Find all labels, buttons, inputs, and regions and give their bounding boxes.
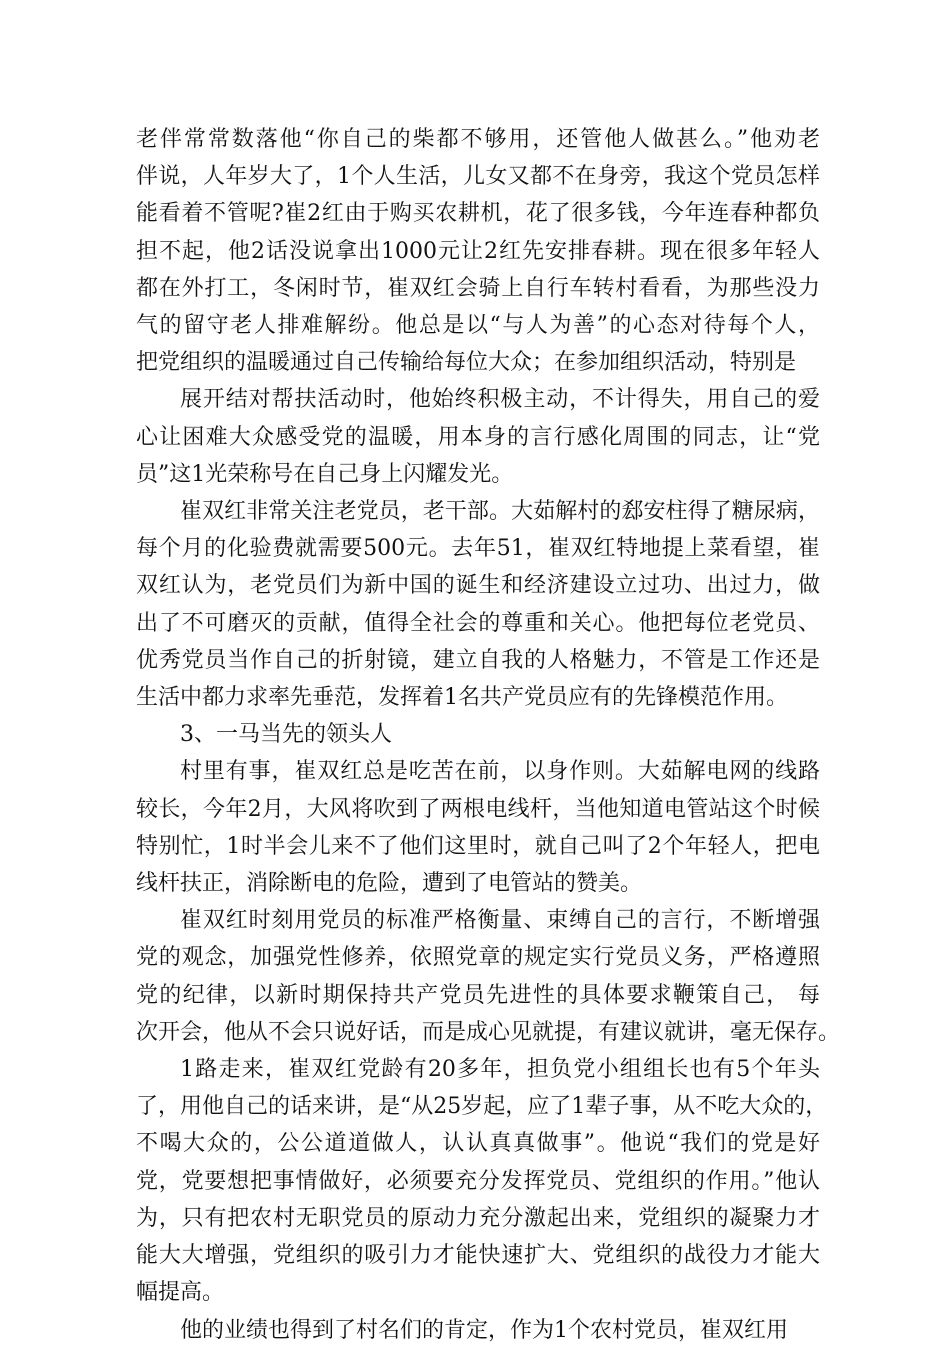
- text-line: 1路走来，崔双红党龄有20多年，担负党小组组长也有5个年头: [180, 1057, 820, 1083]
- text-line: 员”这1光荣称号在自己身上闪耀发光。: [136, 461, 514, 487]
- text-line: 不喝大众的，公公道道做人，认认真真做事”。他说“我们的党是好: [136, 1131, 820, 1157]
- text-line: 把党组织的温暖通过自己传输给每位大众；在参加组织活动，特别是: [136, 350, 797, 376]
- text-line: 心让困难大众感受党的温暖，用本身的言行感化周围的同志，让“党: [136, 424, 820, 450]
- text-line: 党，党要想把事情做好，必须要充分发挥党员、党组织的作用。”他认: [136, 1168, 820, 1194]
- text-line: 生活中都力求率先垂范，发挥着1名共产党员应有的先锋模范作用。: [136, 685, 788, 711]
- paragraph: [136, 902, 841, 1051]
- text-line: 较长，今年2月，大风将吹到了两根电线杆，当他知道电管站这个时候: [136, 796, 820, 822]
- text-line: 担不起，他2话没说拿出1000元让2红先安排春耕。现在很多年轻人: [136, 238, 820, 264]
- text-line: 次开会，他从不会只说好话，而是成心见就提，有建议就讲，毫无保存。: [136, 1019, 841, 1045]
- text-line: 党的观念，加强党性修养，依照党章的规定实行党员义务，严格遵照: [136, 945, 820, 971]
- text-line: 村里有事，崔双红总是吃苦在前，以身作则。大茹解电网的线路: [180, 759, 820, 785]
- text-line: 特别忙，1时半会儿来不了他们这里时，就自己叫了2个年轻人，把电: [136, 833, 820, 859]
- paragraph: [136, 381, 820, 493]
- text-line: 了，用他自己的话来讲，是“从25岁起，应了1辈子事，从不吃大众的，: [136, 1094, 828, 1120]
- paragraph: [136, 493, 820, 716]
- text-line: 幅提高。: [136, 1280, 225, 1306]
- text-line: 气的留守老人排难解纷。他总是以“与人为善”的心态对待每个人，: [136, 313, 820, 339]
- text-line: 都在外打工，冬闲时节，崔双红会骑上自行车转村看看，为那些没力: [136, 275, 820, 301]
- paragraph: [136, 753, 820, 902]
- text-line: 优秀党员当作自己的折射镜，建立自我的人格魅力，不管是工作还是: [136, 647, 820, 673]
- text-line: 能看着不管呢?崔2红由于购买农耕机，花了很多钱，今年连春种都负: [136, 201, 820, 227]
- text-line: 为，只有把农村无职党员的原动力充分激起出来，党组织的凝聚力才: [136, 1205, 820, 1231]
- text-line: 每个月的化验费就需要500元。去年51，崔双红特地提上菜看望，崔: [136, 536, 820, 562]
- document-body: [136, 121, 841, 1349]
- text-line: 3、一马当先的领头人: [180, 722, 392, 748]
- text-line: 展开结对帮扶活动时，他始终积极主动，不计得失，用自己的爱: [180, 387, 820, 413]
- text-line: 线杆扶正，消除断电的危险，遭到了电管站的赞美。: [136, 871, 643, 897]
- paragraph: [136, 1312, 820, 1349]
- text-line: 伴说，人年岁大了，1个人生活，儿女又都不在身旁，我这个党员怎样: [136, 164, 820, 190]
- text-line: 党的纪律，以新时期保持共产党员先进性的具体要求鞭策自己， 每: [136, 982, 820, 1008]
- text-line: 出了不可磨灭的贡献，值得全社会的尊重和关心。他把每位老党员、: [136, 610, 820, 636]
- paragraph: [136, 121, 820, 381]
- text-line: 崔双红时刻用党员的标准严格衡量、束缚自己的言行，不断增强: [180, 908, 820, 934]
- text-line: 他的业绩也得到了村名们的肯定，作为1个农村党员，崔双红用: [180, 1317, 788, 1343]
- paragraph: [136, 716, 820, 753]
- text-line: 双红认为，老党员们为新中国的诞生和经济建设立过功、出过力，做: [136, 573, 820, 599]
- paragraph: [136, 1051, 828, 1311]
- text-line: 能大大增强，党组织的吸引力才能快速扩大、党组织的战役力才能大: [136, 1243, 820, 1269]
- text-line: 老伴常常数落他“你自己的柴都不够用，还管他人做甚么。”他劝老: [136, 127, 820, 152]
- text-line: 崔双红非常关注老党员，老干部。大茹解村的郄安柱得了糖尿病，: [180, 499, 820, 525]
